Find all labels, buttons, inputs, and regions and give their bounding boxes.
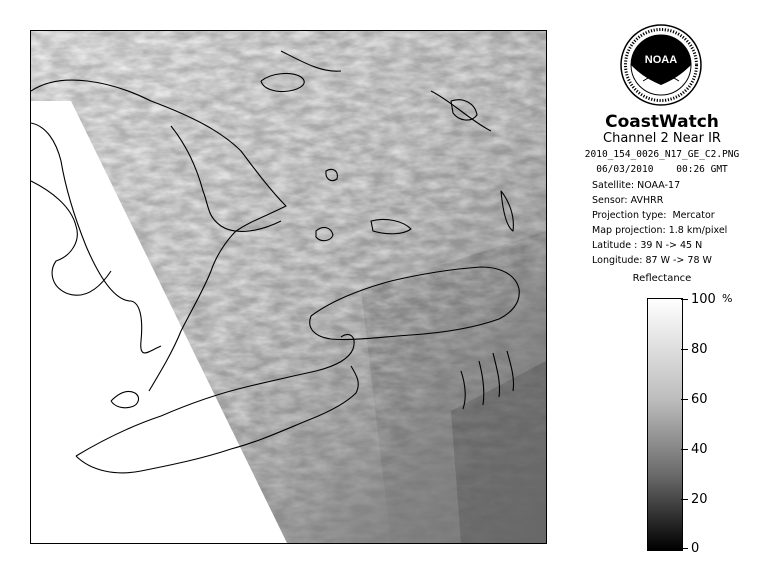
colorbar-tick — [681, 399, 688, 400]
colorbar-tick-label: 60 — [691, 392, 708, 407]
filename: 2010_154_0026_N17_GE_C2.PNG — [584, 149, 740, 160]
colorbar-unit: % — [722, 292, 733, 305]
colorbar-tick — [681, 449, 688, 450]
sensor: Sensor: AVHRR — [592, 195, 664, 206]
colorbar-tick-label: 40 — [691, 442, 708, 457]
longitude: Longitude: 87 W -> 78 W — [592, 255, 712, 266]
channel-label: Channel 2 Near IR — [603, 131, 721, 146]
satellite-map[interactable] — [30, 30, 547, 544]
colorbar-tick — [681, 499, 688, 500]
datetime: 06/03/2010 00:26 GMT — [596, 164, 728, 175]
map-svg — [31, 31, 546, 543]
noaa-logo-icon — [619, 23, 703, 107]
colorbar-title: Reflectance — [632, 273, 692, 284]
colorbar-tick-label: 20 — [691, 492, 708, 507]
projection-type: Projection type: Mercator — [592, 210, 715, 221]
logo-text: NOAA — [644, 54, 678, 66]
colorbar-tick-label: 0 — [691, 541, 700, 556]
colorbar-tick — [681, 349, 688, 350]
colorbar-tick-label: 80 — [691, 342, 708, 357]
colorbar — [647, 298, 683, 551]
colorbar-tick — [681, 548, 688, 549]
colorbar-tick — [681, 299, 688, 300]
latitude: Latitude : 39 N -> 45 N — [592, 240, 703, 251]
map-projection: Map projection: 1.8 km/pixel — [592, 225, 728, 236]
brand-title: CoastWatch — [605, 112, 719, 132]
colorbar-tick-label: 100 — [691, 292, 716, 307]
satellite: Satellite: NOAA-17 — [592, 180, 681, 191]
